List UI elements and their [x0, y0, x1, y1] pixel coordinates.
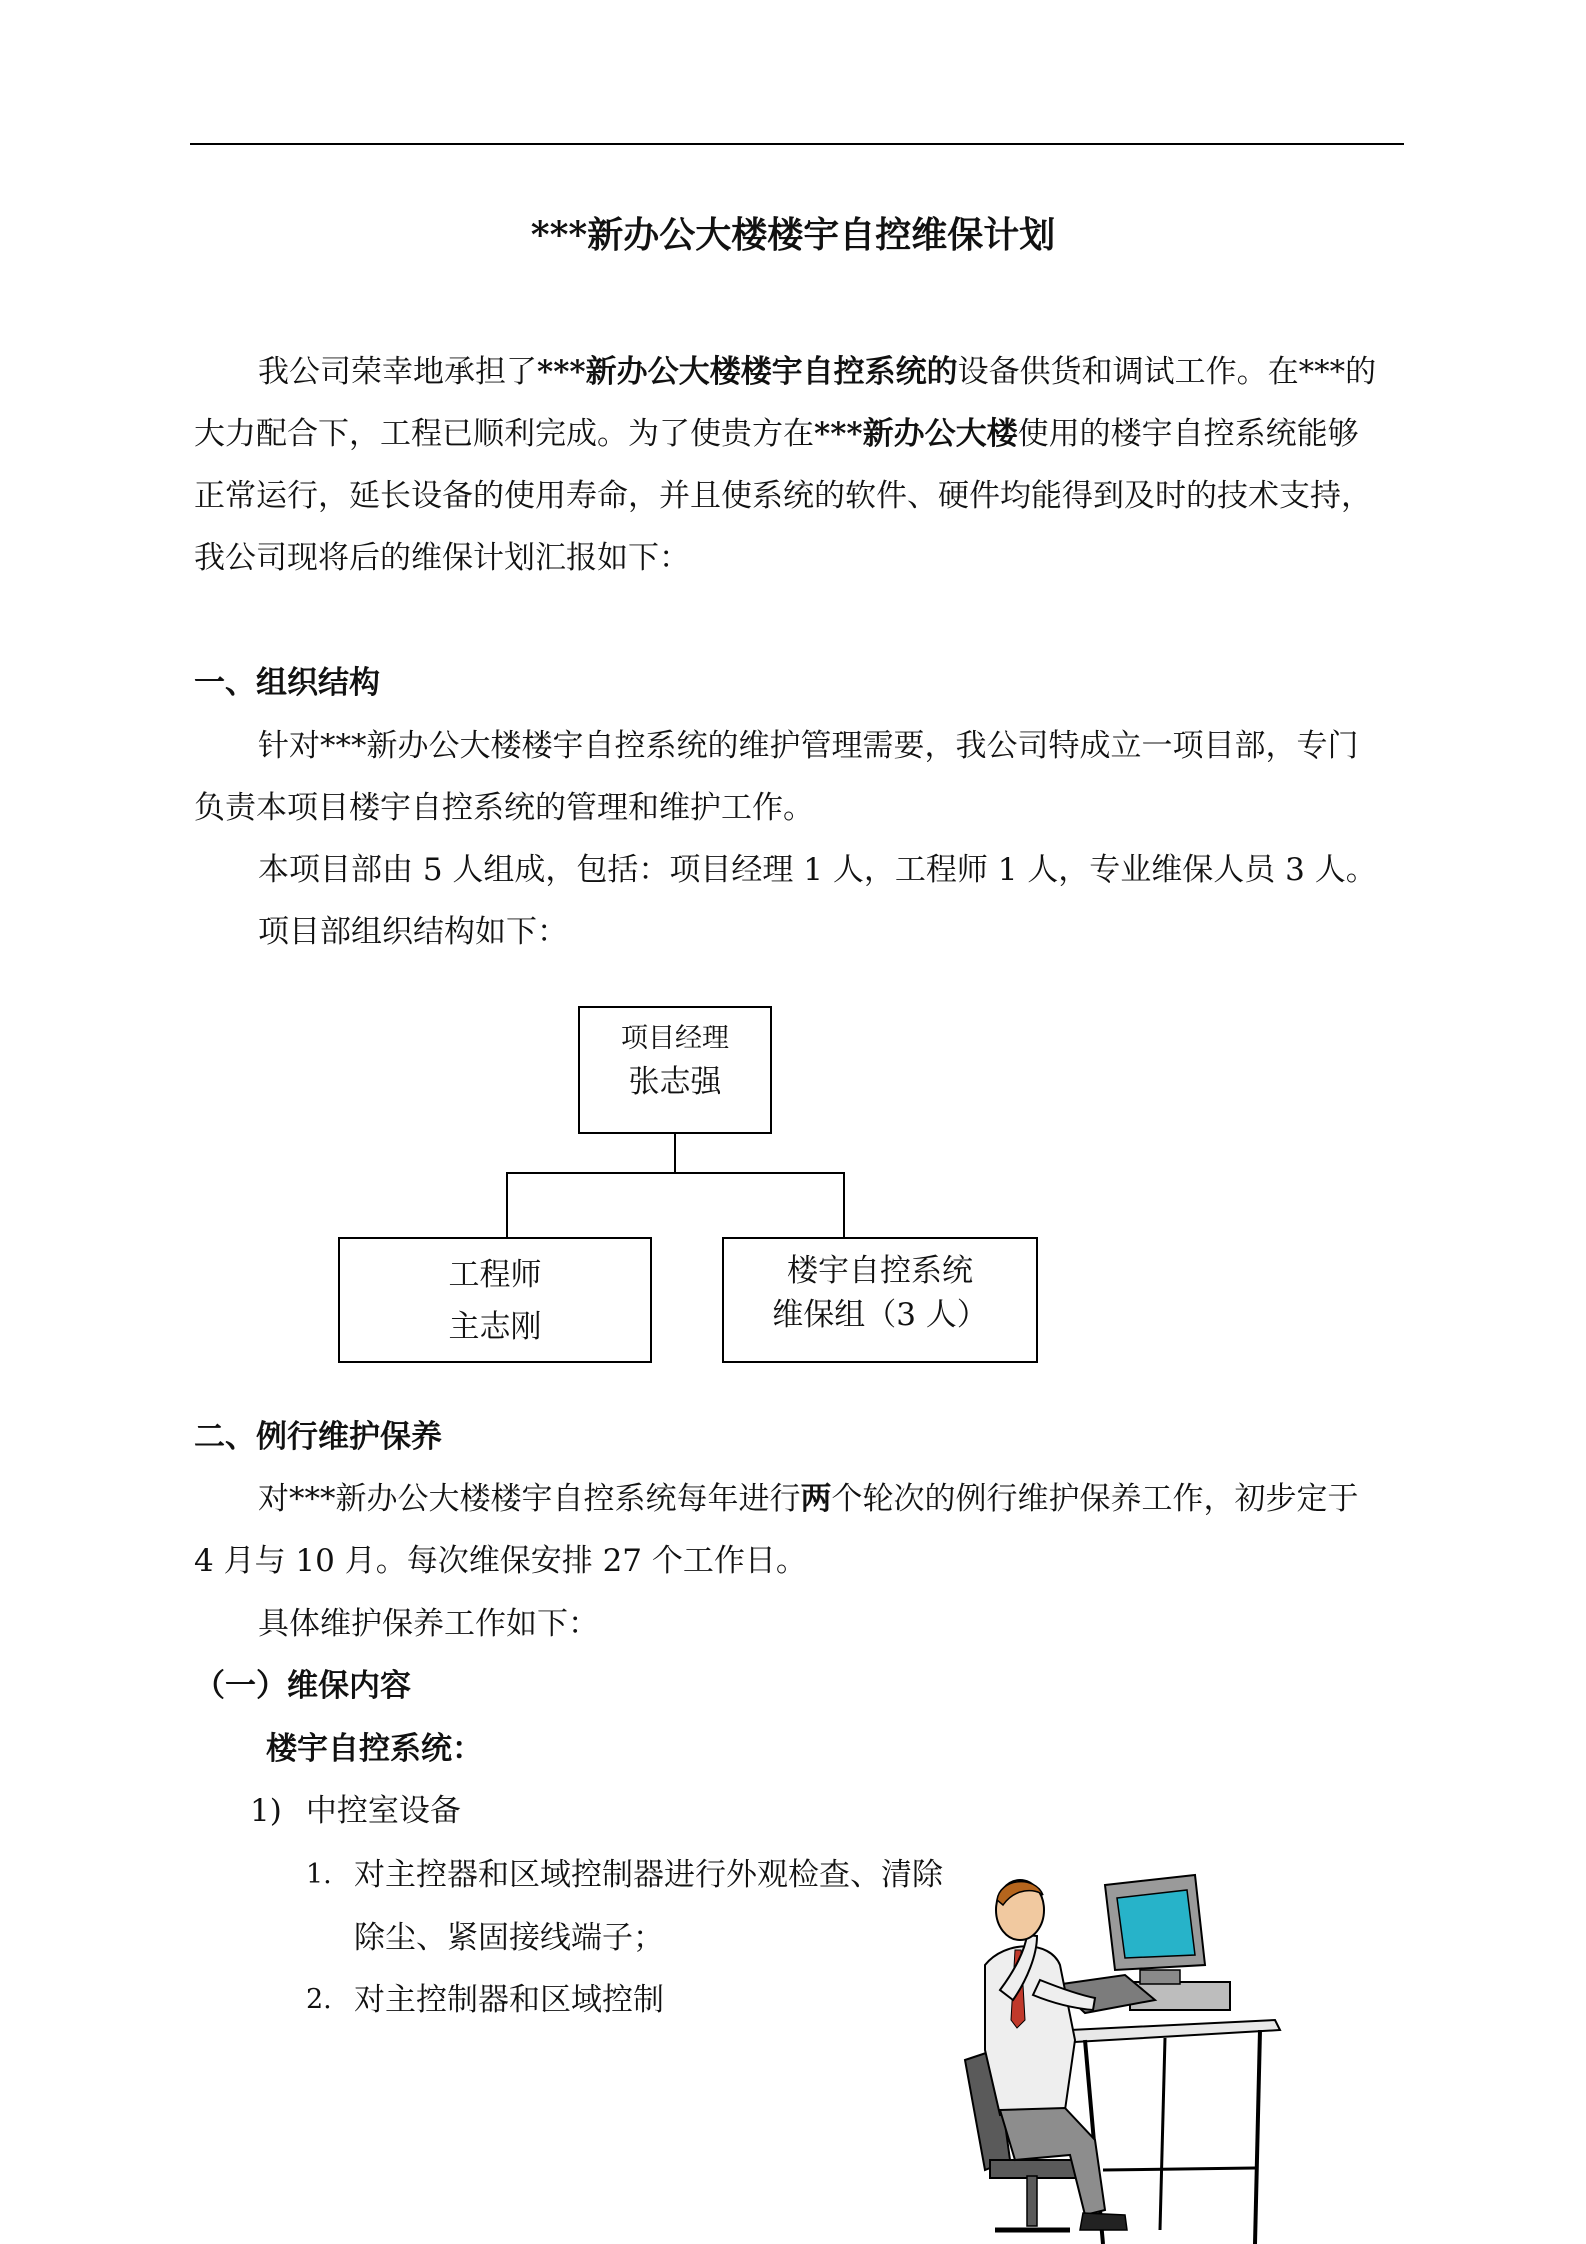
org-box-team	[722, 1237, 1038, 1363]
manager-role: 项目经理	[621, 1023, 729, 1054]
manager-name: 张志强	[628, 1064, 722, 1100]
section1-heading: 一、组织结构	[194, 665, 380, 701]
team-role: 楼宇自控系统	[787, 1253, 973, 1289]
org-connector-horizontal	[506, 1172, 845, 1174]
intro-line-1: 我公司荣幸地承担了***新办公大楼楼宇自控系统的设备供货和调试工作。在***的	[258, 354, 1377, 390]
org-box-manager	[578, 1006, 772, 1134]
header-rule	[190, 143, 1404, 145]
section1-para1-line1: 针对***新办公大楼楼宇自控系统的维护管理需要，我公司特成立一项目部，专门	[258, 728, 1359, 764]
section2-para1-line2: 4 月与 10 月。每次维保安排 27 个工作日。	[194, 1543, 807, 1579]
list-item-1	[250, 1779, 461, 1843]
section2-para1-line1: 对***新办公大楼楼宇自控系统每年进行两个轮次的例行维护保养工作，初步定于	[258, 1481, 1359, 1517]
system-label: 楼宇自控系统：	[266, 1731, 483, 1767]
sub-item-1-num: 1.	[306, 1859, 332, 1890]
section2-heading: 二、例行维护保养	[194, 1419, 442, 1455]
section1-para1-line2: 负责本项目楼宇自控系统的管理和维护工作。	[194, 790, 814, 826]
intro-line-4: 我公司现将后的维保计划汇报如下：	[194, 540, 690, 576]
person-at-computer-illustration	[955, 1870, 1285, 2244]
intro-line-3: 正常运行，延长设备的使用寿命，并且使系统的软件、硬件均能得到及时的技术支持，	[194, 478, 1372, 514]
section2-subheading: （一）维保内容	[194, 1668, 411, 1704]
list-item-1-num: 1)	[250, 1793, 282, 1829]
intro-line-2: 大力配合下，工程已顺利完成。为了使贵方在***新办公大楼使用的楼宇自控系统能够	[194, 416, 1359, 452]
sub-item-2-line1: 对主控制器和区域控制	[354, 1982, 664, 2018]
sub-item-1-line1: 对主控器和区域控制器进行外观检查、清除	[354, 1857, 943, 1893]
org-connector-right	[843, 1172, 845, 1238]
org-box-engineer	[338, 1237, 652, 1363]
engineer-role: 工程师	[448, 1257, 542, 1293]
section1-para2: 本项目部由 5 人组成，包括：项目经理 1 人，工程师 1 人，专业维保人员 3 人。	[258, 852, 1377, 888]
sub-item-2-num: 2.	[306, 1984, 332, 2015]
section1-para3: 项目部组织结构如下：	[258, 914, 568, 950]
engineer-name: 主志刚	[448, 1309, 542, 1345]
org-connector-down	[674, 1134, 676, 1174]
section2-para2: 具体维护保养工作如下：	[258, 1606, 599, 1642]
team-name: 维保组（3 人）	[772, 1297, 988, 1333]
sub-item-1-line2: 除尘、紧固接线端子；	[354, 1920, 664, 1956]
page-title: ***新办公大楼楼宇自控维保计划	[530, 214, 1056, 256]
list-item-1-text: 中控室设备	[305, 1793, 461, 1829]
org-connector-left	[506, 1172, 508, 1238]
